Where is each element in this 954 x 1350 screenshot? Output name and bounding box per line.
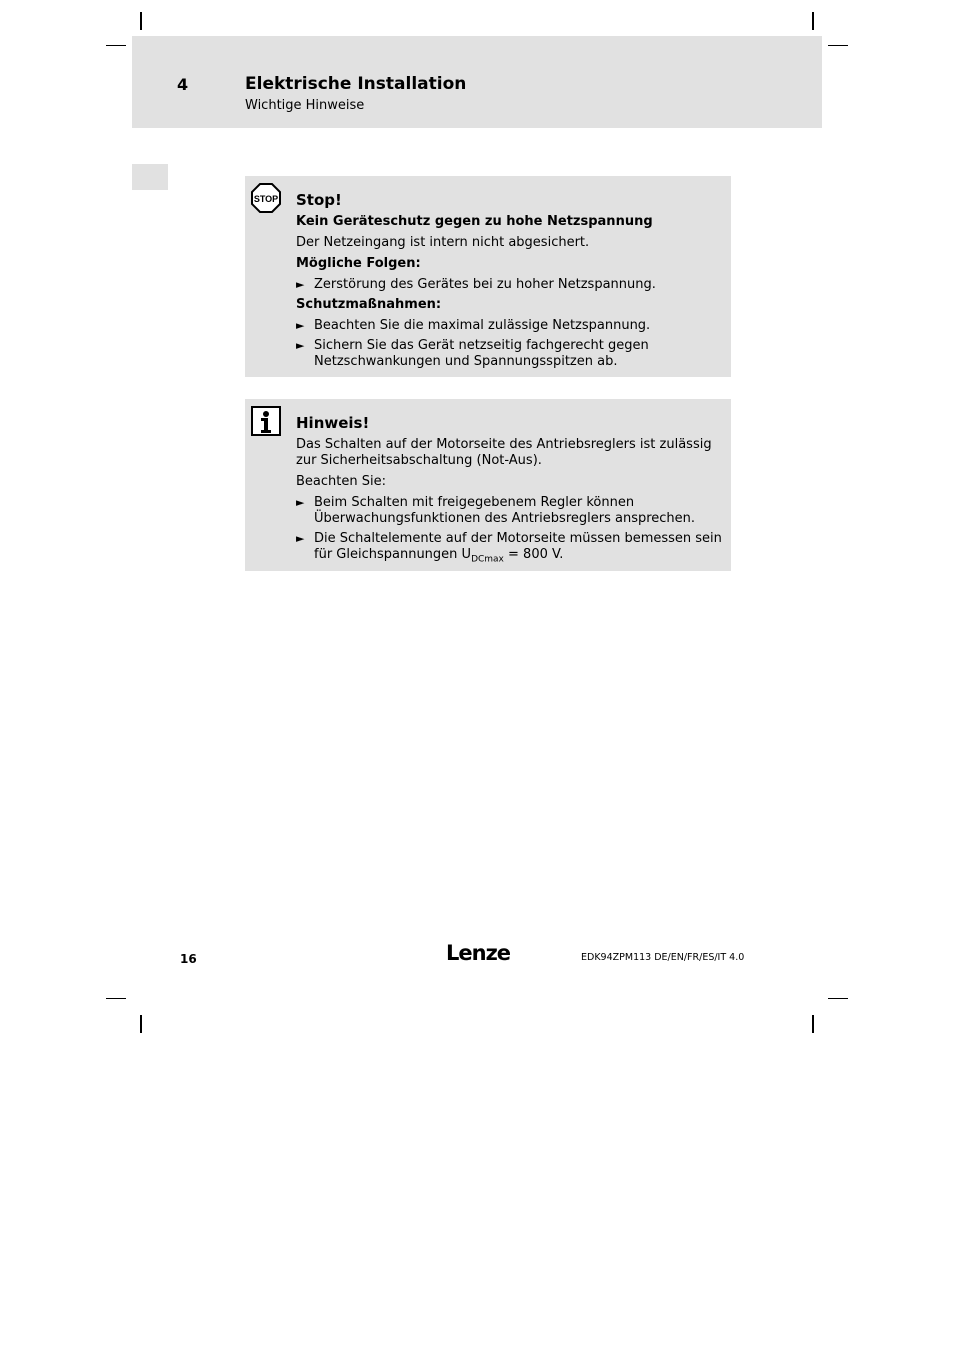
crop-mark	[140, 12, 142, 30]
crop-mark	[140, 1015, 142, 1033]
svg-text:STOP: STOP	[253, 194, 279, 204]
crop-mark	[812, 1015, 814, 1033]
crop-mark	[106, 998, 126, 999]
list-item-text: Sichern Sie das Gerät netzseitig fachgerecht gegen Netzschwankungen und Spannungsspitzen ab.	[314, 338, 649, 369]
list-item: ► Beim Schalten mit freigegebenem Regler können Überwachungsfunktionen des Antriebsreglers ansprechen.	[296, 495, 723, 527]
note-text: Das Schalten auf der Motorseite des Antriebsreglers ist zulässig zur Sicherheitsabschaltung (Not-Aus).	[296, 437, 712, 468]
list-item-text: Die Schaltelemente auf der Motorseite müssen bemessen sein für Gleichspannungen $U_{DCmax} = 800$ V.	[314, 531, 722, 565]
list-item: ► Die Schaltelemente auf der Motorseite müssen bemessen sein für Gleichspannungen $U_{DCmax} = 800$ V.	[296, 531, 723, 568]
stop-heading: Kein Geräteschutz gegen zu hohe Netzspannung	[296, 214, 653, 229]
stop-title: Stop!	[296, 191, 342, 209]
consequences-label: Mögliche Folgen:	[296, 256, 421, 271]
list-item-text: Zerstörung des Gerätes bei zu hoher Netzspannung.	[314, 277, 656, 292]
list-item: ► Beachten Sie die maximal zulässige Netzspannung.	[296, 318, 651, 333]
crop-mark	[106, 45, 126, 46]
page-number: 16	[180, 952, 197, 966]
stop-box	[245, 176, 731, 377]
chapter-header	[132, 36, 822, 128]
chapter-number: 4	[177, 75, 189, 94]
page-title: Elektrische Installation	[245, 74, 467, 94]
stop-text: Der Netzeingang ist intern nicht abgesichert.	[296, 235, 590, 250]
note-box	[245, 399, 731, 571]
list-item: ► Zerstörung des Gerätes bei zu hoher Netzspannung.	[296, 277, 656, 292]
crop-mark	[812, 12, 814, 30]
crop-mark	[828, 45, 848, 46]
page-subtitle: Wichtige Hinweise	[245, 98, 365, 113]
note-observe: Beachten Sie:	[296, 474, 386, 489]
crop-mark	[828, 998, 848, 999]
side-tab	[132, 164, 168, 190]
stop-sign-icon	[251, 183, 281, 213]
list-item: ► Sichern Sie das Gerät netzseitig fachgerecht gegen Netzschwankungen und Spannungsspitzen ab.	[296, 338, 723, 370]
lenze-logo: Lenze	[446, 941, 511, 965]
list-item-text: Beachten Sie die maximal zulässige Netzspannung.	[314, 318, 651, 333]
note-title: Hinweis!	[296, 414, 370, 432]
info-icon	[251, 406, 281, 436]
document-id: EDK94ZPM113 DE/EN/FR/ES/IT 4.0	[581, 952, 745, 963]
list-item-text: Beim Schalten mit freigegebenem Regler können Überwachungsfunktionen des Antriebsreglers ansprechen.	[314, 495, 696, 526]
measures-label: Schutzmaßnahmen:	[296, 297, 442, 312]
